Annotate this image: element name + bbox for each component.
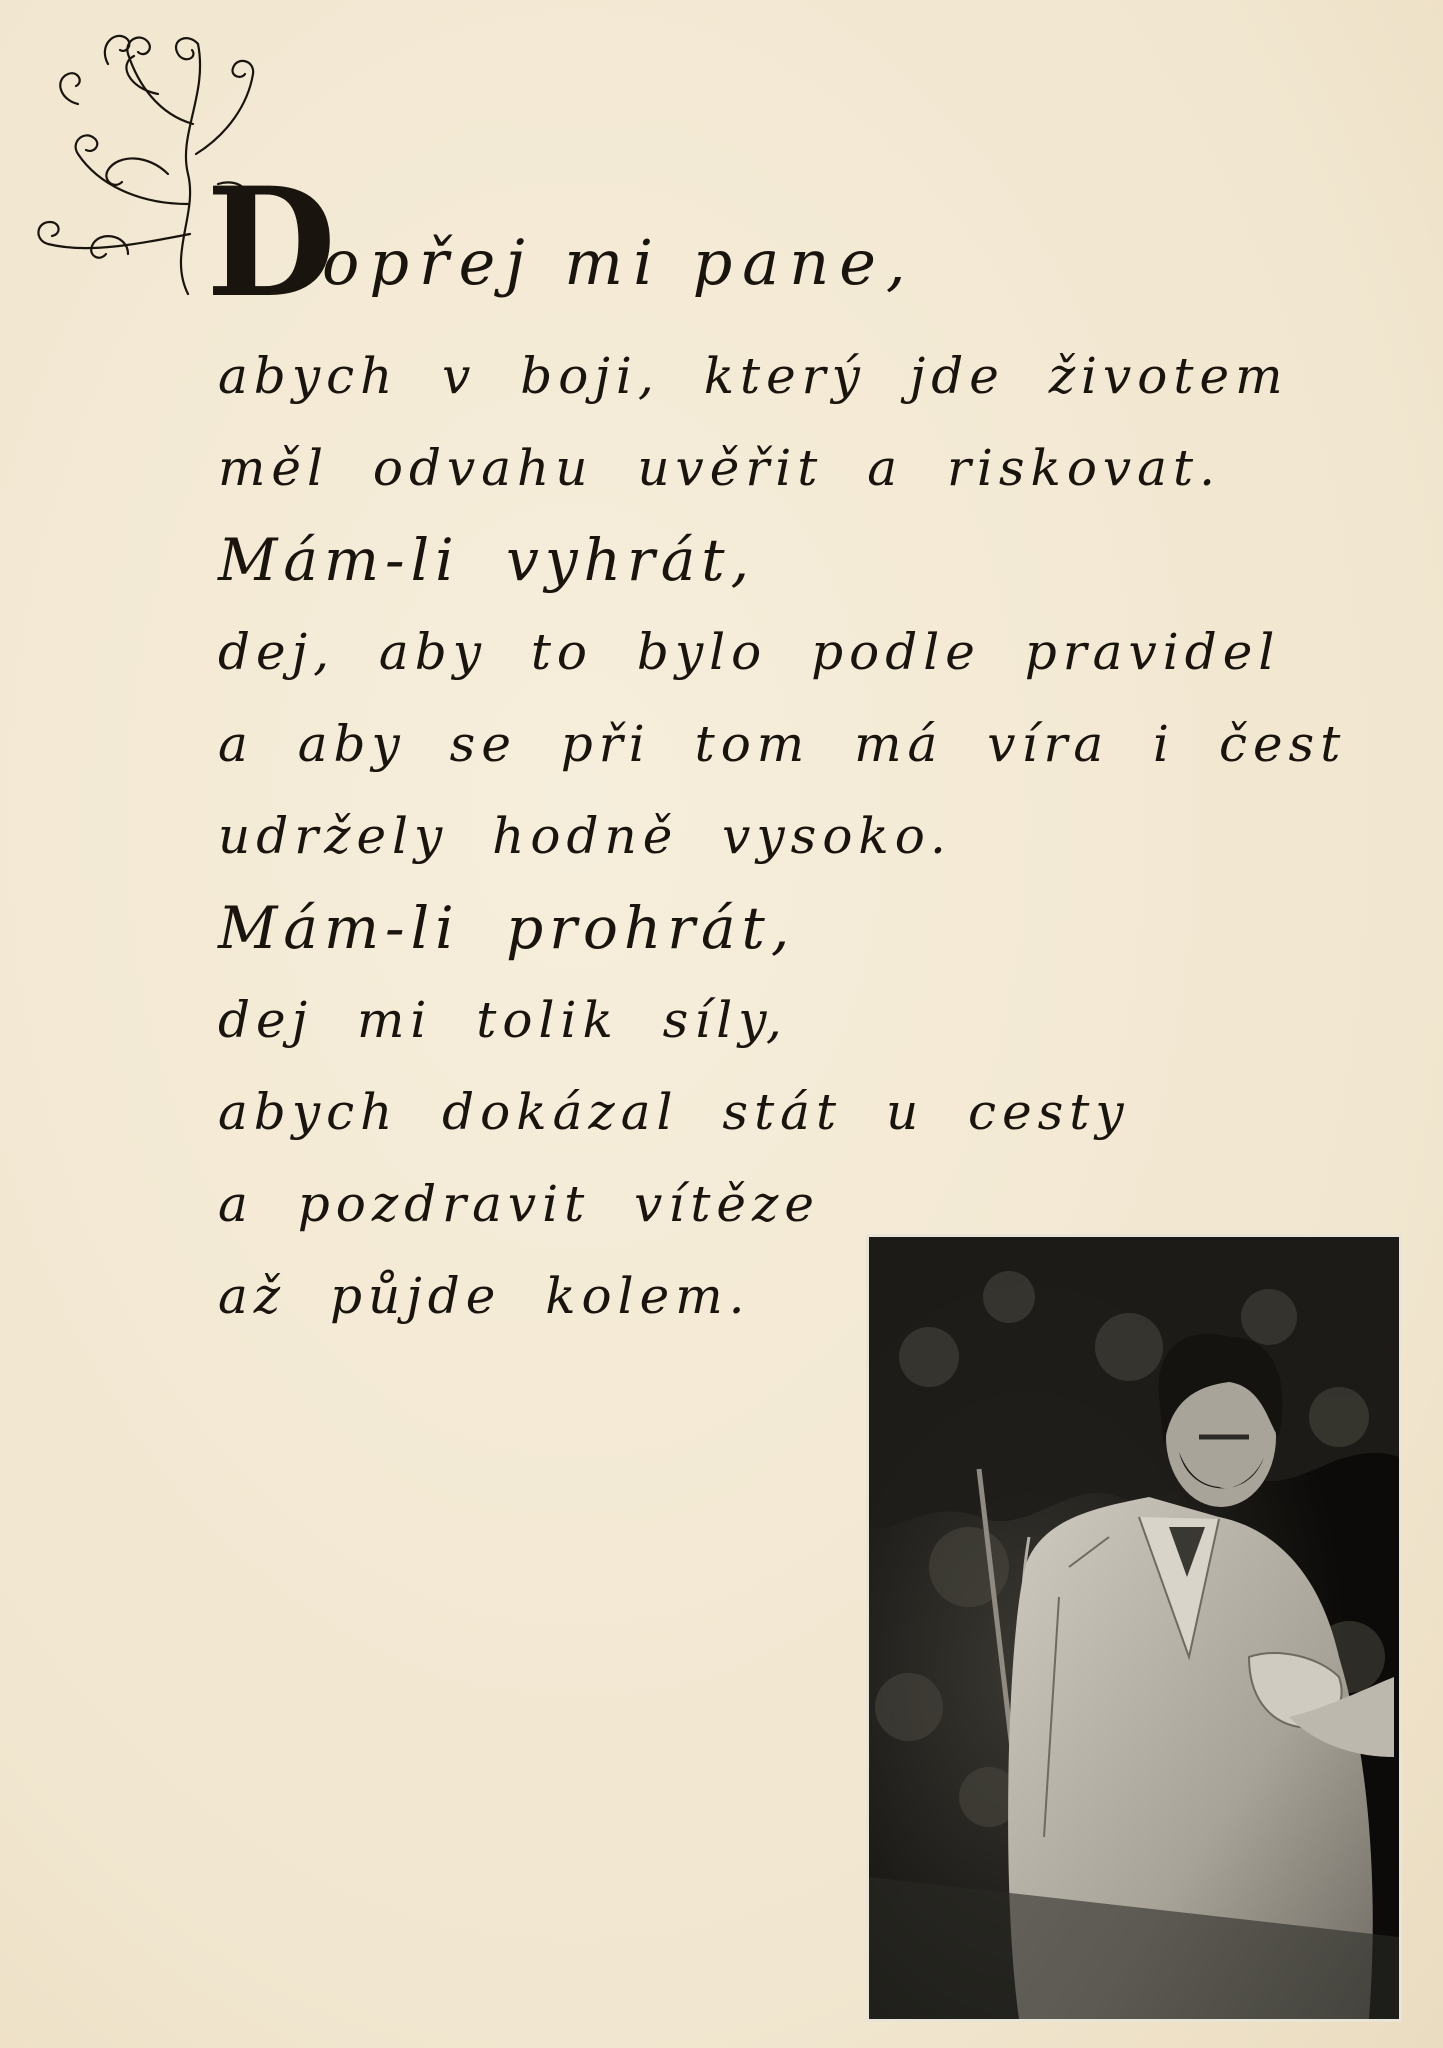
poem-line: abych v boji, který jde životem — [218, 347, 1289, 405]
poem-title: opřej mi pane, — [322, 226, 916, 299]
poem-body — [218, 330, 1346, 1342]
poem-line: a aby se při tom má víra i čest — [218, 715, 1347, 773]
portrait-photo — [866, 1234, 1402, 2022]
poem-line: Mám-li vyhrát, — [218, 526, 756, 594]
drop-cap-letter: D — [206, 155, 337, 331]
poem-line: udržely hodně vysoko. — [218, 807, 952, 865]
poem-line: Mám-li prohrát, — [218, 894, 796, 962]
poem-line: až půjde kolem. — [218, 1267, 751, 1325]
poem-line: měl odvahu uvěřit a riskovat. — [218, 439, 1221, 497]
poem-line: dej, aby to bylo podle pravidel — [218, 623, 1281, 681]
poem-line: a pozdravit vítěze — [218, 1175, 820, 1233]
poem-line: dej mi tolik síly, — [218, 991, 788, 1049]
poem-line: abych dokázal stát u cesty — [218, 1083, 1130, 1141]
portrait-photo-icon — [869, 1237, 1399, 2019]
